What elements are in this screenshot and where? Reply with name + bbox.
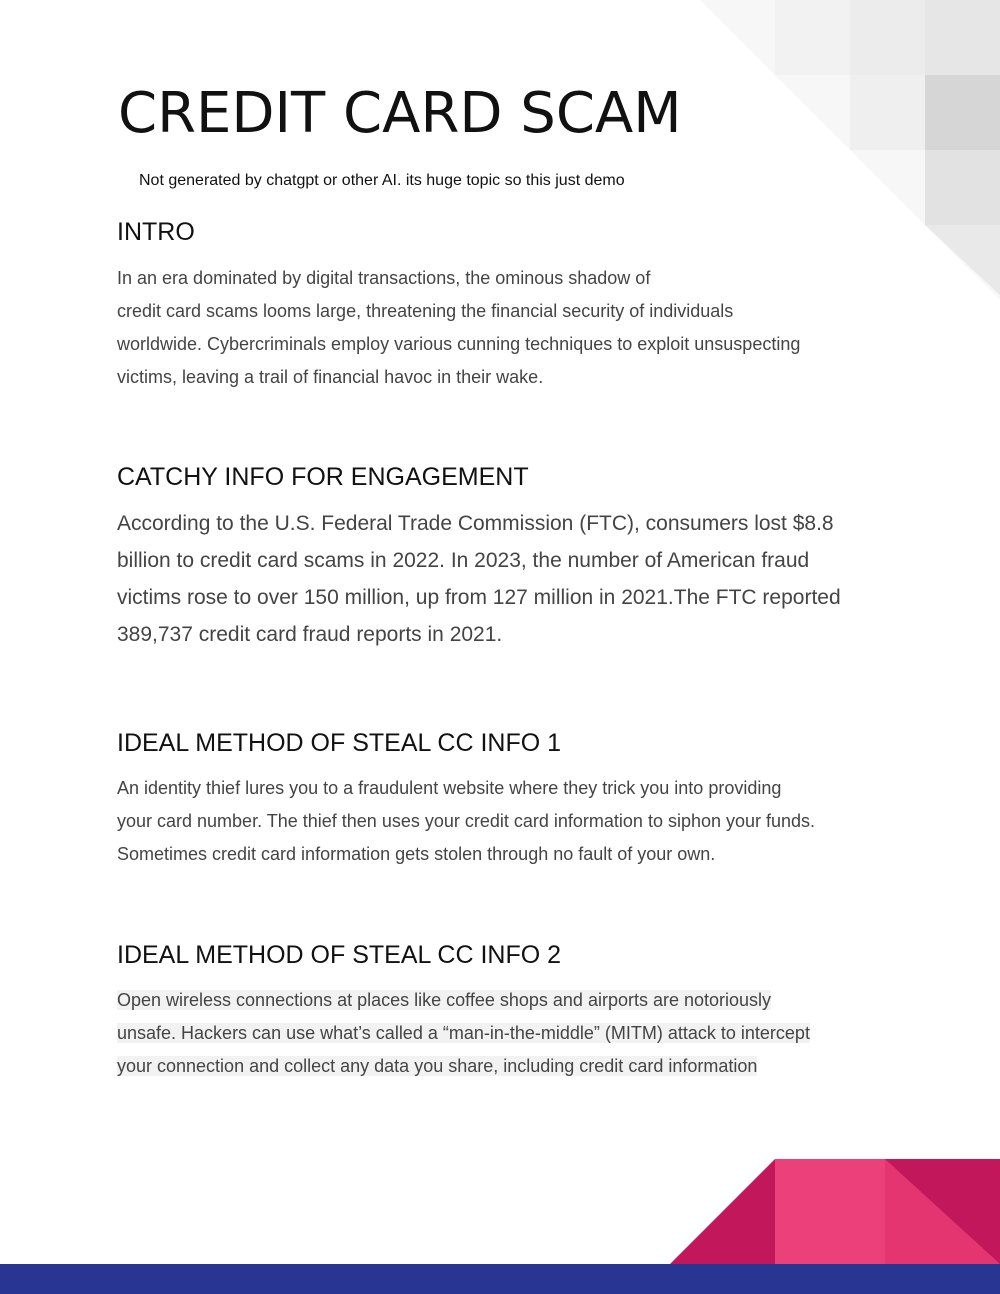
decorative-gray-squares	[700, 0, 1000, 300]
method-1-paragraph	[117, 772, 907, 871]
document-title: CREDIT CARD SCAM	[118, 81, 682, 146]
intro-line: victims, leaving a trail of financial havoc in their wake.	[117, 367, 544, 387]
intro-line: In an era dominated by digital transactions, the ominous shadow of	[117, 268, 651, 288]
intro-line: worldwide. Cybercriminals employ various cunning techniques to exploit unsuspecting	[117, 334, 801, 354]
catchy-info-line: 389,737 credit card fraud reports in 2021.	[117, 623, 503, 646]
method-2-line: your connection and collect any data you share, including credit card information	[117, 1056, 758, 1076]
method-1-line: Sometimes credit card information gets stolen through no fault of your own.	[117, 844, 716, 864]
method-2-paragraph	[117, 984, 907, 1083]
method-2-line: unsafe. Hackers can use what’s called a “man-in-the-middle” (MITM) attack to intercept	[117, 1023, 810, 1043]
intro-heading: INTRO	[117, 218, 195, 246]
catchy-info-line: victims rose to over 150 million, up from 127 million in 2021.The FTC reported	[117, 586, 841, 609]
method-2-line: Open wireless connections at places like coffee shops and airports are notoriously	[117, 990, 772, 1010]
method-1-heading: IDEAL METHOD OF STEAL CC INFO 1	[117, 729, 562, 757]
footer-bar	[0, 1264, 1000, 1294]
catchy-info-paragraph	[117, 505, 907, 653]
catchy-info-heading: CATCHY INFO FOR ENGAGEMENT	[117, 463, 529, 491]
document-subtitle: Not generated by chatgpt or other AI. its huge topic so this just demo	[139, 172, 625, 189]
catchy-info-line: billion to credit card scams in 2022. In 2023, the number of American fraud	[117, 549, 810, 572]
intro-line: credit card scams looms large, threatening the financial security of individuals	[117, 301, 734, 321]
decorative-pink-shapes	[670, 1159, 1000, 1264]
intro-paragraph	[117, 262, 897, 394]
method-1-line: your card number. The thief then uses your credit card information to siphon your funds.	[117, 811, 816, 831]
method-2-heading: IDEAL METHOD OF STEAL CC INFO 2	[117, 941, 562, 969]
catchy-info-line: According to the U.S. Federal Trade Commission (FTC), consumers lost $8.8	[117, 512, 834, 535]
method-1-line: An identity thief lures you to a fraudulent website where they trick you into providing	[117, 778, 782, 798]
